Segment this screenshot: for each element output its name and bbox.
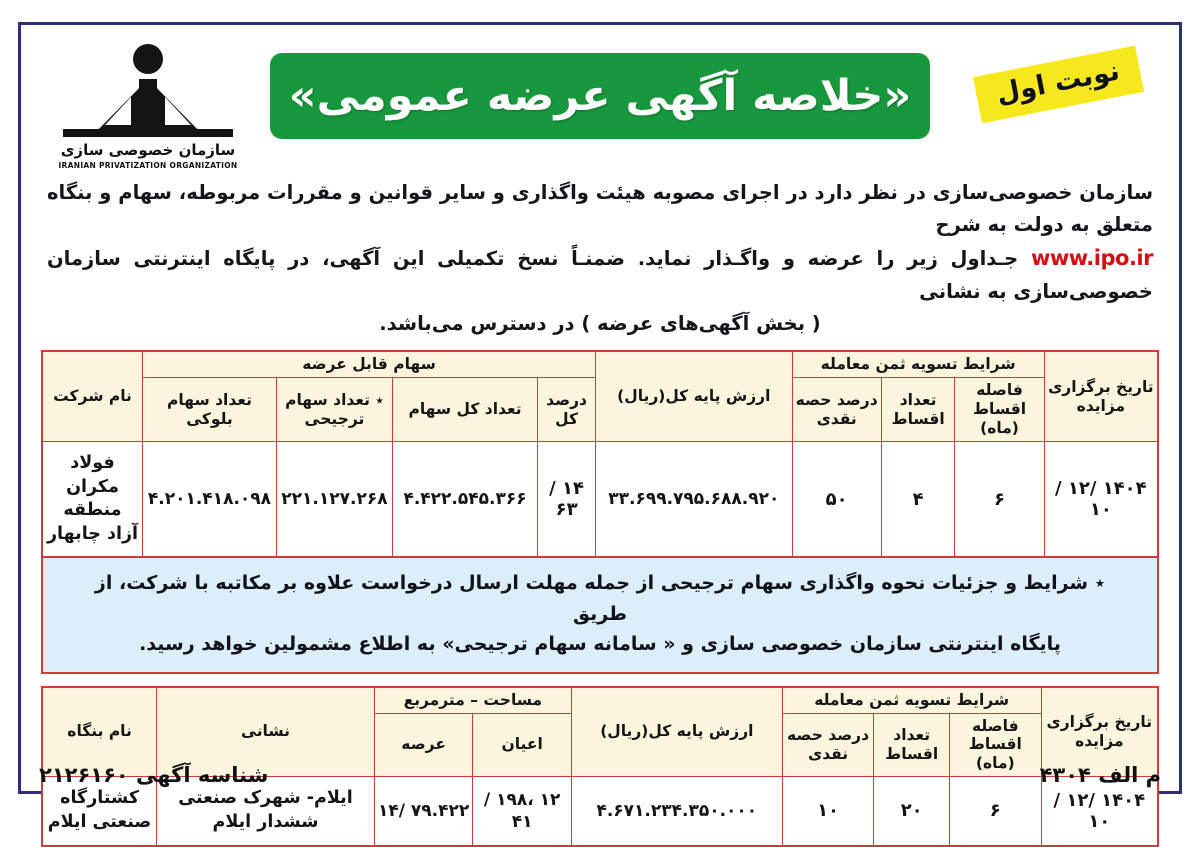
col-base-value-2: ارزش پایه کل(ریال) bbox=[571, 687, 782, 777]
cell-base-value: ۳۳.۶۹۹.۷۹۵.۶۸۸.۹۲۰ bbox=[596, 441, 792, 557]
cell-address: ایلام- شهرک صنعتی ششدار ایلام bbox=[157, 777, 375, 846]
col-installment-count: تعداد اقساط bbox=[881, 378, 955, 442]
col-total-percent: درصد کل bbox=[538, 378, 596, 442]
logo-name-en: IRANIAN PRIVATIZATION ORGANIZATION bbox=[58, 161, 238, 170]
col-entity-name: نام بنگاه bbox=[42, 687, 157, 777]
col-address: نشانی bbox=[157, 687, 375, 777]
logo-name-fa: سازمان خصوصی سازی bbox=[60, 141, 236, 159]
col-base-value: ارزش پایه کل(ریال) bbox=[596, 351, 792, 441]
col-installment-count-2: تعداد اقساط bbox=[874, 713, 950, 777]
cell-installment-interval-2: ۶ bbox=[949, 777, 1041, 846]
preferred-shares-note bbox=[41, 558, 1159, 673]
cell-block-shares: ۴.۲۰۱.۴۱۸.۰۹۸ bbox=[143, 441, 277, 557]
col-area-building: اعیان bbox=[473, 713, 572, 777]
cell-total-percent: ۱۴ /۶۳ bbox=[538, 441, 596, 557]
note-line-1: ٭ شرایط و جزئیات نحوه واگذاری سهام ترجیحی از جمله مهلت ارسال درخواست علاوه بر مکاتبه با شرکت، از طریق bbox=[94, 572, 1106, 625]
col-cash-percent: درصد حصه نقدی bbox=[792, 378, 881, 442]
banner-title-text: «خلاصه آگهی عرضه عمومی» bbox=[288, 71, 912, 121]
cell-area-land: ۷۹.۴۲۲ /۱۴ bbox=[374, 777, 473, 846]
cell-cash-percent: ۵۰ bbox=[792, 441, 881, 557]
intro-line-1: سازمان خصوصی‌سازی در نظر دارد در اجرای مصوبه هیئت واگذاری و سایر قوانین و مقررات مربوطه، سهام و بنگاه متعلق به دولت به شرح bbox=[47, 181, 1153, 237]
cell-area-building: ۱۲ ،۱۹۸ /۴۱ bbox=[473, 777, 572, 846]
cell-total-shares: ۴.۴۲۲.۵۴۵.۳۶۶ bbox=[392, 441, 537, 557]
col-company-name: نام شرکت bbox=[42, 351, 143, 441]
note-line-2: پایگاه اینترنتی سازمان خصوصی سازی و « سامانه سهام ترجیحی» به اطلاع مشمولین خواهد رسید. bbox=[139, 633, 1061, 656]
cell-base-value-2: ۴.۶۷۱.۲۳۴.۳۵۰.۰۰۰ bbox=[571, 777, 782, 846]
col-auction-date: تاریخ برگزاری مزایده bbox=[1044, 351, 1158, 441]
footer-code-left: م الف ۴۳۰۴ bbox=[1039, 763, 1161, 787]
col-cash-percent-2: درصد حصه نقدی bbox=[782, 713, 874, 777]
cell-entity-name: کشتارگاه صنعتی ایلام bbox=[42, 777, 157, 846]
table-row bbox=[42, 777, 1158, 846]
intro-line-3: ( بخش آگهی‌های عرضه ) در دسترس می‌باشد. bbox=[379, 312, 821, 336]
col-settlement-group-2: شرایط تسویه ثمن معامله bbox=[782, 687, 1041, 713]
shares-table bbox=[41, 350, 1159, 558]
col-settlement-group: شرایط تسویه ثمن معامله bbox=[792, 351, 1044, 377]
intro-line-2 bbox=[47, 241, 1153, 308]
intro-line-2-text: جـداول زیر را عرضه و واگـذار نماید. ضمنـاً نسخ تکمیلی این آگهی، در پایگاه اینترنتی سازمان خصوصی‌سازی به نشانی bbox=[47, 247, 1153, 303]
document-header bbox=[31, 31, 1169, 171]
ipo-website-link[interactable]: www.ipo.ir bbox=[1030, 246, 1153, 271]
col-installment-interval-2: فاصله اقساط (ماه) bbox=[949, 713, 1041, 777]
cell-auction-date: ۱۴۰۴ /۱۲ /۱۰ bbox=[1044, 441, 1158, 557]
col-installment-interval: فاصله اقساط (ماه) bbox=[955, 378, 1044, 442]
col-block-shares: تعداد سهام بلوکی bbox=[143, 378, 277, 442]
col-preferred-shares: ٭ تعداد سهام ترجیحی bbox=[276, 378, 392, 442]
cell-auction-date-2: ۱۴۰۴ /۱۲ /۱۰ bbox=[1041, 777, 1158, 846]
banner-title bbox=[270, 53, 930, 139]
cell-preferred-shares: ۲۲۱.۱۲۷.۲۶۸ bbox=[276, 441, 392, 557]
intro-paragraph bbox=[47, 177, 1153, 340]
first-round-badge: نوبت اول bbox=[973, 46, 1144, 123]
document-frame bbox=[18, 22, 1182, 832]
col-auction-date-2: تاریخ برگزاری مزایده bbox=[1041, 687, 1158, 777]
cell-company-name: فولاد مکران منطقه آزاد چابهار bbox=[42, 441, 143, 557]
col-area-group: مساحت – مترمربع bbox=[374, 687, 571, 713]
cell-installment-interval: ۶ bbox=[955, 441, 1044, 557]
col-area-land: عرصه bbox=[374, 713, 473, 777]
col-total-shares: تعداد کل سهام bbox=[392, 378, 537, 442]
ipo-logo-icon bbox=[53, 41, 243, 143]
organization-logo bbox=[53, 41, 243, 170]
document-footer bbox=[21, 763, 1179, 787]
cell-installment-count-2: ۲۰ bbox=[874, 777, 950, 846]
col-offerable-group: سهام قابل عرضه bbox=[143, 351, 596, 377]
table-row bbox=[42, 441, 1158, 557]
cell-installment-count: ۴ bbox=[881, 441, 955, 557]
footer-ad-id-right: شناسه آگهی ۲۱۲۶۱۶۰ bbox=[39, 763, 269, 787]
cell-cash-percent-2: ۱۰ bbox=[782, 777, 874, 846]
